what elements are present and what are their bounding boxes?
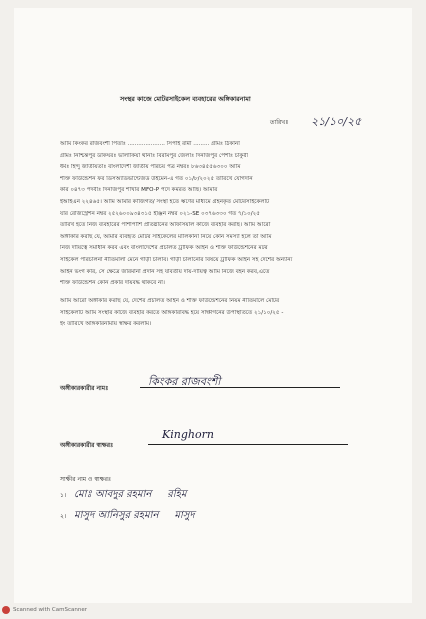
scanner-footer: Scanned with CamScanner — [13, 607, 87, 613]
signatory-name-label: অঙ্গীকারকারীর নামঃ — [60, 385, 109, 392]
signatory-sign-line — [148, 444, 348, 445]
witness-signature: মাসুদ — [174, 510, 195, 521]
paragraph-line: করি ০৪৭৩ পদবীঃ দিনাজপুর শাখার MFO-P পদে কর্মরত আছি। আমার — [60, 187, 218, 194]
signatory-name-value: কিংকর রাজবংশী — [148, 375, 221, 388]
paragraph-line: নিজ দায়িত্বে সমাধান করব এবং বাংলাদেশের প্রচলিত ট্রাফিক আইন ও শক্তি ফাউন্ডেশনের মটর — [60, 245, 268, 252]
paragraph-line: যার রেজিস্ট্রেশন নম্বর ২৫২৬০০৯৩৪৩১৫ ইঞ্জিন নম্বর ০২১-SE ০৩৭৬৩৩০ গত ৭/১০/২৫ — [60, 210, 260, 217]
paragraph-line: তারিখ হতে নিজ ব্যবহারের পাশাপাশি প্রতিষ্ঠানের অফিসিয়াল কাজে ব্যবহার করছি। আমি আরো — [60, 222, 271, 229]
signatory-name-line — [140, 387, 340, 388]
paragraph-line: আমি কিংকর রাজবংশী পিতাঃ ..................... সিপাই রামী ......... গ্রামঃ ঠিকানা — [60, 141, 240, 147]
paragraph-line: ধর্মঃ হিন্দু জাতীয়তাঃ বাংলাদেশী জাতীয় পরিচয় পত্র নম্বরঃ ৮৬৩৪৫৫৬৩০০ আমি — [60, 164, 241, 171]
paragraph-line: আইন ভংগ করি, সে ক্ষেত্রে জরিমানা প্রদান সহ যাবতীয় দায়-দায়িত্ব আমি নিজে বহন করব,এতে — [60, 268, 270, 275]
paragraph-line: সাইকেল পরিচালনা নীতিমালা মেনে গাড়ী চালাব। গাড়ী চালানোর বিষয়ে ট্রাফিক আইন সহ দেশের অন্যান্য — [60, 257, 293, 263]
signatory-sign-label: অঙ্গীকারকারীর স্বাক্ষরঃ — [60, 442, 114, 449]
date-label: তারিখঃ — [270, 119, 289, 126]
paragraph-line: অঙ্গীকার করছি যে, আমার ব্যবহৃত মোটর সাইকেলের মালিকানা নিয়ে কোন সমস্যা হলে তা আমি — [60, 233, 272, 240]
paragraph-line: ইং তারিখে অঙ্গিকারনামায় স্বাক্ষর করলাম। — [60, 321, 152, 328]
signatory-signature: Kinghorn — [162, 428, 214, 441]
date-value: ২১/১০/২৫ — [311, 115, 362, 128]
paragraph-line: ইআইএন ২২৪৬৫। আমি আমার কাজিগত/ সংস্থা হতে ঋণের মাধ্যমে গ্রহনকৃত মোটরসাইকেলটি — [60, 199, 270, 205]
paragraph-line: শক্তি ফাউন্ডেশন ফর ডিসঅ্যাডভান্টেজড উইমেন-এ গত ০১/৮/২০২৫ তারিখে যোগদান — [60, 175, 253, 182]
witness-number: ১। — [60, 492, 67, 499]
witness-signature: রহিম — [167, 489, 187, 500]
witness-header: সাক্ষীর নাম ও স্বাক্ষরঃ — [60, 476, 112, 483]
witness-name: মাসুদ আনিসুর রহমান — [73, 510, 159, 521]
paragraph-line: আমি আরো অঙ্গীকার করছি যে, দেশের প্রচলিত আইন ও শক্তি ফাউন্ডেশনের নিয়ম নীতিমালে মোটর — [60, 298, 280, 304]
paragraph-line: গ্রামঃ নিশ্চিন্তপুর ডাকঘরঃ ভালাকিয়া থানাঃ বিরামপুর জেলাঃ দিনাজপুর পেশাঃ চাকুরী — [60, 152, 249, 159]
witness-row — [60, 508, 195, 525]
paragraph-line: সাইকেলটি আমি সংস্থার কাজে ব্যবহার করতে অঙ্গিকারাবদ্ধ হয়ে সাক্ষীগনের উপস্থিতিতে ২১/১০/২৫ - — [60, 309, 284, 316]
witness-name: মোঃ আবদুর রহমান — [73, 489, 152, 500]
witness-number: ২। — [60, 513, 67, 520]
document-title: সংস্থর কাজে মোটরসাইকেল ব্যবহারের অঙ্গিকারনামা — [120, 95, 251, 103]
witness-row — [60, 487, 186, 504]
paragraph-line: শক্তি ফাউন্ডেশন কোন প্রকার দায়বদ্ধ থাকবে না। — [60, 280, 165, 287]
camscanner-icon — [2, 606, 10, 614]
